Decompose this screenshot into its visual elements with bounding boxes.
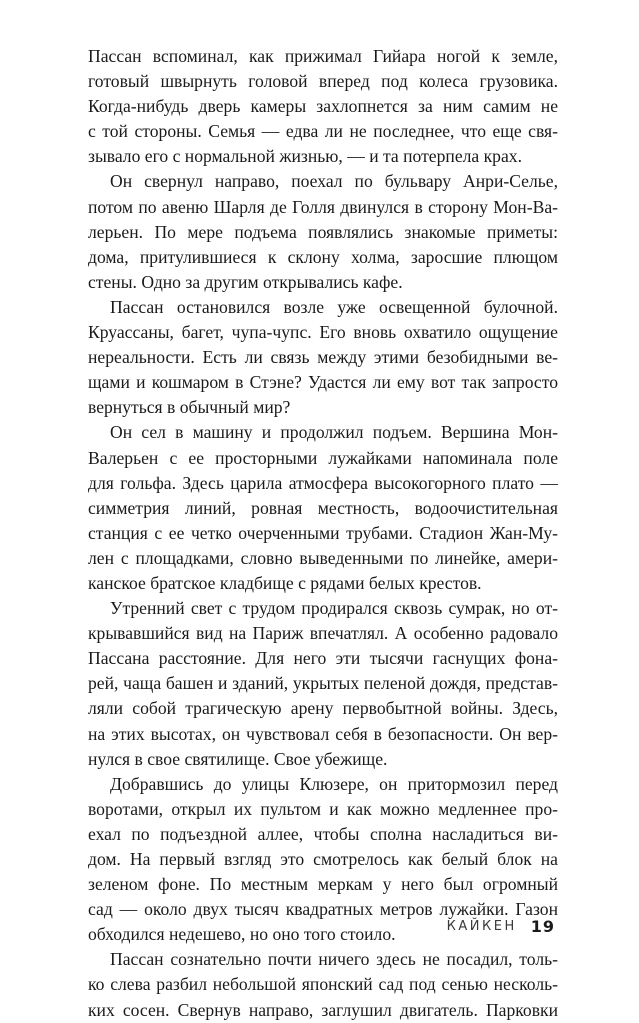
text-line: канское братское кладбище с рядами белых крестов.: [88, 572, 482, 593]
text-line: рей, чаща башен и зданий, укрытых пеленой дождя, представ-: [88, 673, 558, 694]
text-line: нереальности. Есть ли связь между этими безобидными ве-: [88, 347, 558, 368]
text-line: ких сосен. Свернув направо, заглушил двигатель. Парковки: [88, 999, 558, 1020]
text-line: ко слева разбил небольшой японский сад под сенью несколь-: [88, 974, 558, 995]
paragraph-first-line: Пассан сознательно почти ничего здесь не посадил, толь-: [110, 949, 558, 970]
text-line: нулся в свое святилище. Свое убежище.: [88, 748, 388, 769]
text-line: ляли собой трагическую арену первобытной войны. Здесь,: [88, 698, 558, 719]
text-line: Пассана расстояние. Для него эти тысячи гаснущих фона-: [88, 648, 558, 669]
text-line: на этих высотах, он чувствовал себя в безопасности. Он вер-: [88, 723, 558, 744]
text-line: с той стороны. Семья — едва ли не последнее, что еще свя-: [88, 121, 558, 142]
text-line: Пассан вспоминал, как прижимал Гийара ногой к земле,: [88, 46, 558, 66]
page-number: 19: [530, 916, 555, 936]
running-head: КАЙКЕН: [446, 918, 517, 934]
paragraph-first-line: Пассан остановился возле уже освещенной булочной.: [110, 296, 558, 317]
text-line: симметрия линий, ровная местность, водоочистительная: [88, 497, 558, 518]
text-line: Валерьен с ее просторными лужайками напоминала поле: [88, 447, 558, 468]
text-line: лерьен. По мере подъема появлялись знакомые приметы:: [88, 221, 558, 242]
text-line: дом. На первый взгляд это смотрелось как белый блок на: [88, 849, 558, 869]
page-footer: [447, 915, 555, 937]
text-line: вернуться в обычный мир?: [88, 397, 291, 418]
text-line: Круассаны, багет, чупа-чупс. Его вновь охватило ощущение: [88, 322, 558, 343]
paragraph-first-line: Добравшись до улицы Клюзере, он притормозил перед: [110, 773, 558, 794]
paragraph-first-line: Он свернул направо, поехал по бульвару Анри-Селье,: [110, 171, 558, 192]
text-line: ехал по подъездной аллее, чтобы сполна насладиться ви-: [88, 823, 558, 844]
text-line: станция с ее четко очерченными трубами. Стадион Жан-Му-: [88, 522, 558, 543]
text-line: щами и кошмаром в Стэне? Удастся ли ему вот так запросто: [88, 372, 558, 393]
text-line: потом по авеню Шарля де Голля двинулся в сторону Мон-Ва-: [88, 196, 558, 217]
text-line: дома, притулившиеся к склону холма, заросшие плющом: [88, 246, 558, 267]
text-line: зеленом фоне. По местным меркам у него был огромный: [88, 874, 558, 895]
paragraph-first-line: Утренний свет с трудом продирался сквозь сумрак, но от-: [110, 598, 558, 619]
body-text: [88, 44, 558, 1023]
text-line: для гольфа. Здесь царила атмосфера высокогорного плато —: [88, 472, 558, 493]
text-line: сад — около двух тысяч квадратных метров лужайки. Газон: [88, 899, 558, 920]
text-line: крывавшийся вид на Париж впечатлял. А особенно радовало: [88, 623, 558, 644]
paragraph-first-line: Он сел в машину и продолжил подъем. Вершина Мон-: [110, 422, 558, 443]
text-line: обходился недешево, но оно того стоило.: [88, 924, 396, 945]
text-line: готовый швырнуть головой вперед под колеса грузовика.: [88, 71, 558, 92]
text-line: зывало его с нормальной жизнью, — и та потерпела крах.: [88, 146, 522, 167]
text-line: Когда-нибудь дверь камеры захлопнется за ним самим не: [88, 96, 558, 117]
text-line: лен с площадками, словно выведенными по линейке, амери-: [88, 547, 558, 568]
text-line: воротами, открыл их пультом и как можно медленнее про-: [88, 798, 558, 819]
text-line: стены. Одно за другим открывались кафе.: [88, 271, 403, 292]
